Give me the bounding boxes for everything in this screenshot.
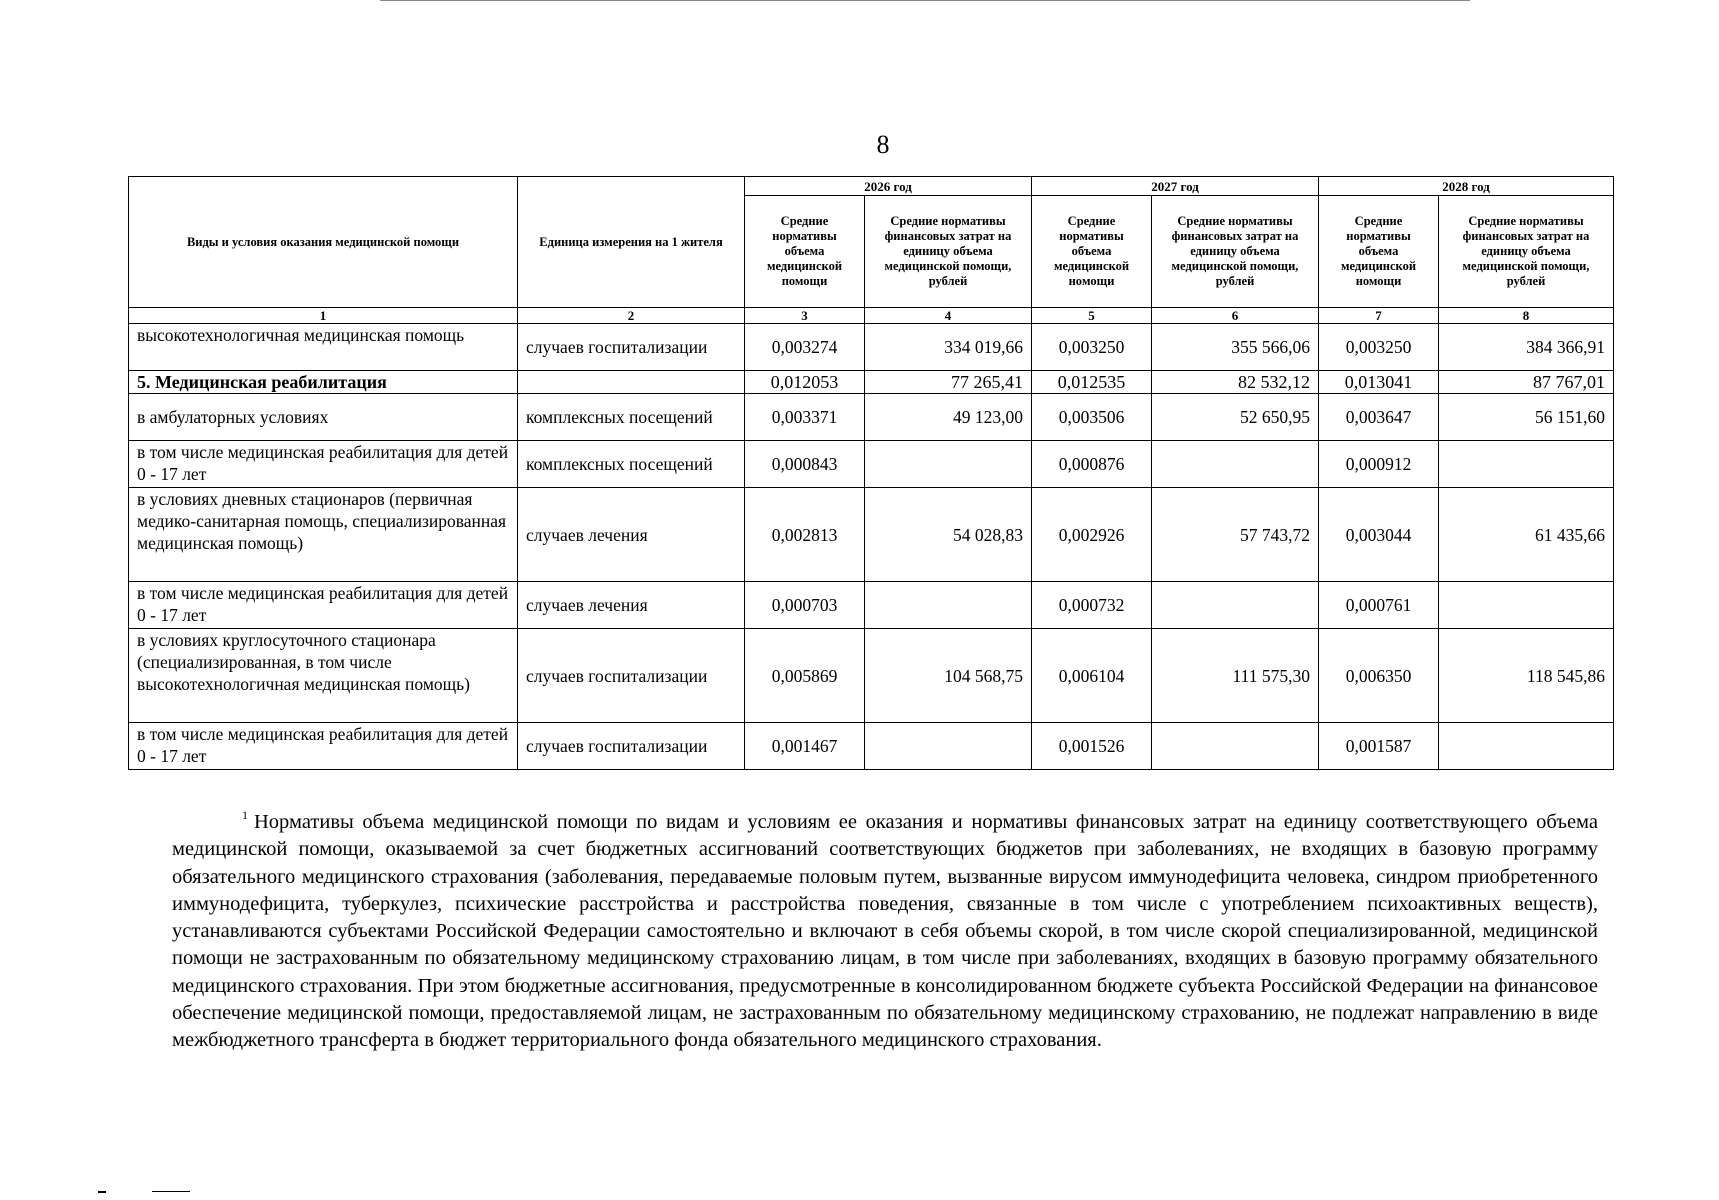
cell-cost-2028: 87 767,01 bbox=[1439, 371, 1614, 394]
table-row bbox=[129, 582, 1614, 629]
cell-volume-2028: 0,003250 bbox=[1319, 324, 1439, 371]
table-row bbox=[129, 723, 1614, 770]
header-volume-2027: Средние нормативы объема медицинской нoмощи bbox=[1032, 196, 1152, 308]
cell-cost-2026 bbox=[865, 582, 1032, 629]
cell-kind: в том числе медицинская реабилитация для детей 0 - 17 лет bbox=[129, 723, 518, 770]
cell-kind: в условиях круглосуточного стационара (специализированная, в том числе высокотехнологичная медицинская помощь) bbox=[129, 629, 518, 723]
cell-cost-2028: 61 435,66 bbox=[1439, 488, 1614, 582]
footnote bbox=[172, 802, 1598, 1055]
header-kind: Виды и условия оказания медицинской помощи bbox=[129, 177, 518, 308]
cell-cost-2026: 104 568,75 bbox=[865, 629, 1032, 723]
cell-volume-2028: 0,006350 bbox=[1319, 629, 1439, 723]
cell-cost-2028: 56 151,60 bbox=[1439, 394, 1614, 441]
header-volume-2026: Средние нормативы объема медицинской помощи bbox=[745, 196, 865, 308]
table-row bbox=[129, 394, 1614, 441]
norms-table bbox=[128, 176, 1614, 770]
column-number: 5 bbox=[1032, 308, 1152, 324]
column-number: 3 bbox=[745, 308, 865, 324]
header-cost-2026: Средние нормативы финансовых затрат на единицу объема медицинской помощи, рублей bbox=[865, 196, 1032, 308]
cell-kind: высокотехнологичная медицинская помощь bbox=[129, 324, 518, 371]
cell-volume-2028: 0,013041 bbox=[1319, 371, 1439, 394]
header-year-2028: 2028 год bbox=[1319, 177, 1614, 196]
column-number: 8 bbox=[1439, 308, 1614, 324]
cell-unit: случаев лечения bbox=[518, 488, 745, 582]
cell-cost-2026 bbox=[865, 723, 1032, 770]
scan-mark bbox=[98, 1191, 106, 1193]
column-number: 1 bbox=[129, 308, 518, 324]
header-row-years bbox=[129, 177, 1614, 196]
cell-cost-2028 bbox=[1439, 441, 1614, 488]
table-row-section bbox=[129, 371, 1614, 394]
cell-volume-2027: 0,006104 bbox=[1032, 629, 1152, 723]
cell-cost-2027: 57 743,72 bbox=[1152, 488, 1319, 582]
header-row-column-numbers bbox=[129, 308, 1614, 324]
footnote-text: Нормативы объема медицинской помощи по видам и условиям ее оказания и нормативы финансовых затрат на единицу соответствующего объема медицинской помощи, оказываемой за счет бюджетных ассигнований соответствующих бюджетов при заболеваниях, не входящих в базовую программу обязательного медицинского страхования (заболевания, передаваемые половым путем, вызванные вирусом иммунодефицита человека, синдром приобретенного иммунодефицита, туберкулез, психические расстройства и расстройства поведения, связанные в том числе с употреблением психоактивных веществ), устанавливаются субъектами Российской Федерации самостоятельно и включают в себя объемы скорой, в том числе скорой специализированной, медицинской помощи не застрахованным по обязательному медицинскому страхованию лицам, в том числе при заболеваниях, входящих в базовую программу обязательного медицинского страхования. При этом бюджетные ассигнования, предусмотренные в консолидированном бюджете субъекта Российской Федерации на финансовое обеспечение медицинской помощи, предоставляемой лицам, не застрахованным по обязательному медицинскому страхованию, не подлежат направлению в виде межбюджетного трансферта в бюджет территориального фонда обязательного медицинского страхования. bbox=[172, 811, 1598, 1052]
cell-unit: случаев лечения bbox=[518, 582, 745, 629]
cell-cost-2026: 334 019,66 bbox=[865, 324, 1032, 371]
table-row bbox=[129, 629, 1614, 723]
cell-kind: в том числе медицинская реабилитация для детей 0 - 17 лет bbox=[129, 582, 518, 629]
header-year-2027: 2027 год bbox=[1032, 177, 1319, 196]
column-number: 6 bbox=[1152, 308, 1319, 324]
header-cost-2028: Средние нормативы финансовых затрат на единицу объема медицинской помощи, рублей bbox=[1439, 196, 1614, 308]
cell-kind: 5. Медицинская реабилитация bbox=[129, 371, 518, 394]
cell-unit bbox=[518, 371, 745, 394]
cell-volume-2026: 0,003274 bbox=[745, 324, 865, 371]
cell-cost-2027: 355 566,06 bbox=[1152, 324, 1319, 371]
cell-volume-2027: 0,012535 bbox=[1032, 371, 1152, 394]
cell-volume-2026: 0,012053 bbox=[745, 371, 865, 394]
table-row bbox=[129, 324, 1614, 371]
cell-unit: случаев госпитализации bbox=[518, 324, 745, 371]
cell-volume-2027: 0,000732 bbox=[1032, 582, 1152, 629]
cell-volume-2026: 0,002813 bbox=[745, 488, 865, 582]
cell-volume-2026: 0,001467 bbox=[745, 723, 865, 770]
cell-volume-2028: 0,003647 bbox=[1319, 394, 1439, 441]
cell-kind: в амбулаторных условиях bbox=[129, 394, 518, 441]
cell-volume-2027: 0,001526 bbox=[1032, 723, 1152, 770]
cell-cost-2026 bbox=[865, 441, 1032, 488]
cell-volume-2026: 0,000843 bbox=[745, 441, 865, 488]
cell-volume-2026: 0,005869 bbox=[745, 629, 865, 723]
cell-volume-2027: 0,003250 bbox=[1032, 324, 1152, 371]
column-number: 7 bbox=[1319, 308, 1439, 324]
header-unit: Единица измерения на 1 жителя bbox=[518, 177, 745, 308]
cell-cost-2026: 77 265,41 bbox=[865, 371, 1032, 394]
table-row bbox=[129, 488, 1614, 582]
cell-volume-2027: 0,002926 bbox=[1032, 488, 1152, 582]
cell-kind: в условиях дневных стационаров (первичная медико-санитарная помощь, специализированная медицинская помощь) bbox=[129, 488, 518, 582]
cell-kind: в том числе медицинская реабилитация для детей 0 - 17 лет bbox=[129, 441, 518, 488]
header-volume-2028: Средние нормативы объема медицинской номощи bbox=[1319, 196, 1439, 308]
cell-volume-2028: 0,000912 bbox=[1319, 441, 1439, 488]
cell-cost-2027 bbox=[1152, 582, 1319, 629]
cell-cost-2028: 384 366,91 bbox=[1439, 324, 1614, 371]
cell-cost-2027: 52 650,95 bbox=[1152, 394, 1319, 441]
header-year-2026: 2026 год bbox=[745, 177, 1032, 196]
cell-unit: комплексных посещений bbox=[518, 441, 745, 488]
cell-unit: комплексных посещений bbox=[518, 394, 745, 441]
cell-cost-2028 bbox=[1439, 723, 1614, 770]
cell-volume-2026: 0,000703 bbox=[745, 582, 865, 629]
column-number: 2 bbox=[518, 308, 745, 324]
header-cost-2027: Средние нормативы финансовых затрат на единицу объема медицинской помощи, рублей bbox=[1152, 196, 1319, 308]
cell-volume-2028: 0,003044 bbox=[1319, 488, 1439, 582]
cell-volume-2028: 0,000761 bbox=[1319, 582, 1439, 629]
cell-cost-2028: 118 545,86 bbox=[1439, 629, 1614, 723]
cell-volume-2027: 0,000876 bbox=[1032, 441, 1152, 488]
cell-volume-2027: 0,003506 bbox=[1032, 394, 1152, 441]
cell-cost-2027 bbox=[1152, 723, 1319, 770]
cell-cost-2027: 111 575,30 bbox=[1152, 629, 1319, 723]
cell-cost-2027: 82 532,12 bbox=[1152, 371, 1319, 394]
cell-cost-2027 bbox=[1152, 441, 1319, 488]
footnote-marker: 1 bbox=[242, 808, 248, 822]
cell-unit: случаев госпитализации bbox=[518, 629, 745, 723]
cell-volume-2026: 0,003371 bbox=[745, 394, 865, 441]
cell-cost-2026: 49 123,00 bbox=[865, 394, 1032, 441]
cell-cost-2028 bbox=[1439, 582, 1614, 629]
footnote-separator-line bbox=[152, 1191, 190, 1192]
column-number: 4 bbox=[865, 308, 1032, 324]
scan-top-edge bbox=[380, 0, 1470, 1]
cell-cost-2026: 54 028,83 bbox=[865, 488, 1032, 582]
cell-volume-2028: 0,001587 bbox=[1319, 723, 1439, 770]
cell-unit: случаев госпитализации bbox=[518, 723, 745, 770]
page-number: 8 bbox=[876, 130, 890, 159]
table-row bbox=[129, 441, 1614, 488]
